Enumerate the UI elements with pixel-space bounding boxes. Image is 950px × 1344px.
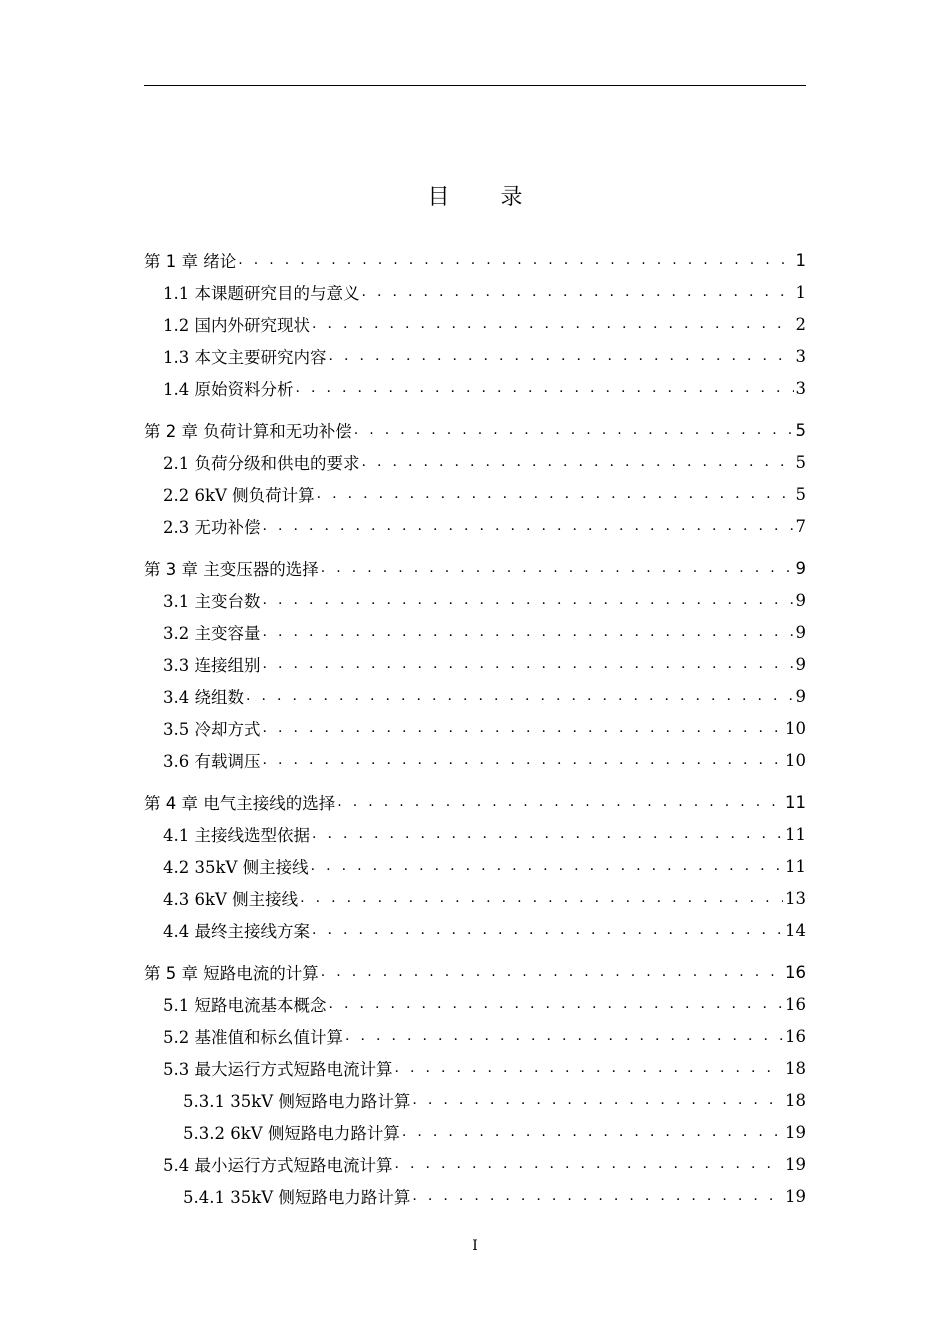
toc-entry-page: 18 [785, 1090, 806, 1110]
toc-entry-title: 5.3.1 35kV 侧短路电力路计算 [183, 1092, 411, 1111]
toc-entry-title: 5.4.1 35kV 侧短路电力路计算 [183, 1188, 411, 1207]
toc-entry-title: 5.1 短路电流基本概念 [163, 996, 327, 1015]
page-number: I [472, 1238, 478, 1254]
toc-entry-page: 19 [785, 1186, 806, 1206]
toc-entry-page: 16 [785, 962, 806, 982]
toc-leader-dots [362, 454, 794, 477]
header-rule [144, 85, 806, 86]
toc-chapter-entry[interactable] [144, 245, 806, 275]
toc-leader-dots [395, 1156, 784, 1179]
toc-entry-title: 第 3 章 主变压器的选择 [144, 560, 319, 579]
toc-entry-page: 11 [785, 824, 806, 844]
toc-chapter-entry[interactable] [144, 787, 806, 817]
toc-leader-dots [317, 486, 794, 509]
page-title: 目 录 [427, 185, 545, 210]
toc-entry-title: 5.3.2 6kV 侧短路电力路计算 [183, 1124, 400, 1143]
toc-chapter-entry[interactable] [144, 957, 806, 987]
toc-entry[interactable] [144, 851, 806, 881]
toc-entry-title: 3.5 冷却方式 [163, 720, 261, 739]
toc-entry-title: 2.3 无功补偿 [163, 518, 261, 537]
toc-entry-page: 14 [785, 920, 806, 940]
toc-leader-dots [246, 688, 794, 711]
toc-entry-page: 5 [795, 452, 806, 472]
toc-entry-title: 5.4 最小运行方式短路电流计算 [163, 1156, 393, 1175]
toc-entry-page: 13 [785, 888, 806, 908]
toc-leader-dots [312, 922, 783, 945]
toc-entry[interactable] [144, 309, 806, 339]
toc-leader-dots [412, 1188, 783, 1211]
toc-leader-dots [337, 794, 783, 817]
toc-entry-title: 2.2 6kV 侧负荷计算 [163, 486, 315, 505]
toc-entry[interactable] [144, 1053, 806, 1083]
toc-entry-title: 3.3 连接组别 [163, 656, 261, 675]
toc-leader-dots [263, 752, 784, 775]
toc-entry[interactable] [144, 681, 806, 711]
toc-entry-page: 10 [785, 718, 806, 738]
toc-entry-title: 5.3 最大运行方式短路电流计算 [163, 1060, 393, 1079]
toc-entry-page: 1 [795, 250, 806, 270]
toc-entry-title: 3.1 主变台数 [163, 592, 261, 611]
toc-entry-page: 9 [795, 558, 806, 578]
toc-leader-dots [345, 1028, 783, 1051]
toc-entry-title: 4.1 主接线选型依据 [163, 826, 310, 845]
toc-entry-title: 第 2 章 负荷计算和无功补偿 [144, 422, 352, 441]
toc-entry-page: 5 [795, 420, 806, 440]
toc-entry-title: 4.4 最终主接线方案 [163, 922, 310, 941]
toc-entry[interactable] [144, 511, 806, 541]
toc-leader-dots [321, 964, 783, 987]
toc-entry-page: 9 [795, 654, 806, 674]
toc-entry-title: 第 4 章 电气主接线的选择 [144, 794, 336, 813]
toc-entry[interactable] [144, 989, 806, 1019]
toc-entry[interactable] [144, 479, 806, 509]
toc-leader-dots [362, 284, 794, 307]
toc-leader-dots [354, 422, 794, 445]
toc-entry-title: 第 1 章 绪论 [144, 252, 237, 271]
toc-entry-title: 第 5 章 短路电流的计算 [144, 964, 319, 983]
toc-entry-page: 19 [785, 1122, 806, 1142]
toc-entry-title: 3.2 主变容量 [163, 624, 261, 643]
toc-entry-title: 4.2 35kV 侧主接线 [163, 858, 309, 877]
toc-entry-page: 16 [785, 994, 806, 1014]
toc-leader-dots [311, 858, 783, 881]
toc-entry[interactable] [144, 649, 806, 679]
toc-entry-title: 4.3 6kV 侧主接线 [163, 890, 299, 909]
toc-leader-dots [402, 1124, 783, 1147]
toc-entry-page: 11 [785, 856, 806, 876]
toc-entry[interactable] [144, 745, 806, 775]
toc-leader-dots [263, 624, 794, 647]
toc-leader-dots [300, 890, 783, 913]
toc-chapter-entry[interactable] [144, 415, 806, 445]
toc-leader-dots [263, 720, 784, 743]
toc-leader-dots [263, 518, 794, 541]
toc-entry[interactable] [144, 1117, 806, 1147]
toc-entry-page: 3 [795, 378, 806, 398]
toc-entry[interactable] [144, 915, 806, 945]
toc-entry-title: 1.4 原始资料分析 [163, 380, 294, 399]
toc-entry[interactable] [144, 277, 806, 307]
toc-leader-dots [395, 1060, 784, 1083]
toc-leader-dots [329, 996, 784, 1019]
toc-leader-dots [412, 1092, 783, 1115]
toc-entry-title: 1.2 国内外研究现状 [163, 316, 310, 335]
toc-entry-title: 1.1 本课题研究目的与意义 [163, 284, 360, 303]
toc-entry-page: 9 [795, 686, 806, 706]
toc-entry[interactable] [144, 819, 806, 849]
toc-entry[interactable] [144, 1181, 806, 1211]
toc-entry-page: 7 [795, 516, 806, 536]
toc-leader-dots [263, 656, 794, 679]
toc-entry[interactable] [144, 447, 806, 477]
toc-entry[interactable] [144, 373, 806, 403]
toc-entry-title: 2.1 负荷分级和供电的要求 [163, 454, 360, 473]
toc-entry-page: 1 [795, 282, 806, 302]
toc-entry[interactable] [144, 1149, 806, 1179]
toc-entry[interactable] [144, 617, 806, 647]
toc-entry[interactable] [144, 341, 806, 371]
toc-entry[interactable] [144, 713, 806, 743]
toc-entry-page: 19 [785, 1154, 806, 1174]
toc-entry-title: 3.6 有载调压 [163, 752, 261, 771]
toc-entry-page: 18 [785, 1058, 806, 1078]
toc-entry[interactable] [144, 1021, 806, 1051]
toc-entry-page: 16 [785, 1026, 806, 1046]
toc-leader-dots [238, 252, 793, 275]
toc-leader-dots [329, 348, 794, 371]
toc-entry[interactable] [144, 883, 806, 913]
toc-leader-dots [312, 316, 794, 339]
toc-entry-title: 3.4 绕组数 [163, 688, 244, 707]
toc-leader-dots [296, 380, 794, 403]
toc-entry-title: 5.2 基准值和标幺值计算 [163, 1028, 343, 1047]
toc-entry-page: 9 [795, 622, 806, 642]
toc-entry-page: 11 [785, 792, 806, 812]
toc-entry-page: 10 [785, 750, 806, 770]
toc-leader-dots [312, 826, 783, 849]
toc-entry-page: 9 [795, 590, 806, 610]
toc-entry-page: 3 [795, 346, 806, 366]
toc-leader-dots [321, 560, 794, 583]
toc-entry[interactable] [144, 1085, 806, 1115]
toc-entry[interactable] [144, 585, 806, 615]
toc-leader-dots [263, 592, 794, 615]
toc-entry-page: 2 [795, 314, 806, 334]
toc-entry-page: 5 [795, 484, 806, 504]
toc-chapter-entry[interactable] [144, 553, 806, 583]
toc-entry-title: 1.3 本文主要研究内容 [163, 348, 327, 367]
